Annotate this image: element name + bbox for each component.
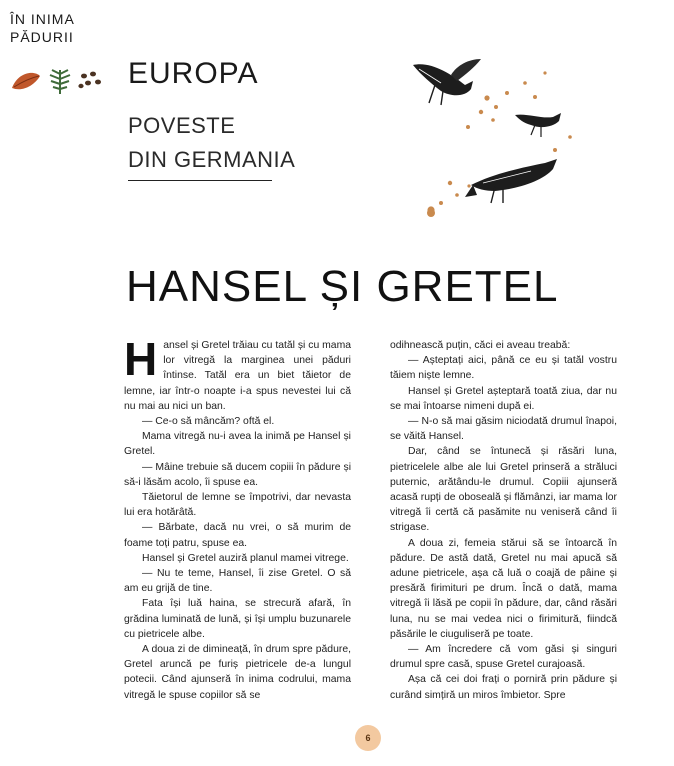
story-origin-line1: POVESTE (128, 113, 236, 138)
paragraph: — Am încredere că vom găsi și singuri drumul spre casă, spuse Gretel curajoasă. (390, 644, 617, 671)
section-icons (10, 66, 105, 101)
paragraph: Dar, când se întunecă și răsări luna, pietricelele albe ale lui Gretel prinseră a străluci puternic, arătându-le drumul. Copiii ajunseră acasă rupți de oboseală și flămânzi, iar mama lor vitregă îi certă că pasămite nu veniseră când îi strigase. (390, 446, 617, 534)
section-label-line2: PĂDURII (10, 29, 74, 45)
paragraph: — N-o să mai găsim niciodată drumul înapoi, se văită Hansel. (390, 416, 617, 443)
continent-heading: EUROPA (128, 57, 259, 90)
paragraph: Hansel și Gretel trăiau cu tatăl și cu mama lor vitregă la marginea unei păduri întinse. Tatăl era un biet tăietor de lemne, iar într-o noapte i-a spus nevestei lui că nu mai au nici un ban. (124, 333, 351, 412)
paragraph: A doua zi, femeia stărui să se întoarcă în pădure. De astă dată, Gretel nu mai apucă să adune pietricele, așa că luă o coajă de pâine și presără firimituri pe drum. Încă o dată, mama vitregă îi lăsă pe copii în pădure, dar, când răsări luna, nu se mai vedea nici o firimitură, fiindcă păsările le ciuguliseră pe toate. (390, 537, 617, 640)
paragraph: A doua zi de dimineață, în drum spre pădure, Gretel aruncă pe furiș pietricele de-a lungul potecii. Când ajunseră în inima codrului, mama vitregă le spuse copiilor să se (124, 644, 351, 701)
leaf-icon (12, 73, 40, 89)
story-origin-line2: DIN GERMANIA (128, 147, 296, 172)
paragraph: Tăietorul de lemne se împotrivi, dar nevasta lui era hotărâtă. (124, 492, 351, 519)
paragraph: — Bărbate, dacă nu vrei, o să murim de foame toți patru, spuse ea. (124, 522, 351, 549)
paragraph: Hansel și Gretel așteptară toată ziua, dar nu se mai întoarse nimeni după ei. (390, 385, 617, 412)
paragraph: — Nu te teme, Hansel, îi zise Gretel. O să am eu grijă de tine. (124, 568, 351, 595)
seeds-icon (78, 72, 101, 89)
bird-icon (515, 113, 561, 137)
text-column-right (390, 338, 617, 703)
page-number: 6 (355, 725, 381, 751)
paragraph: — Mâine trebuie să ducem copiii în pădure și să-i lăsăm acolo, îi spuse ea. (124, 461, 351, 488)
drop-cap: H (124, 333, 158, 385)
paragraph: Fata își luă haina, se strecură afară, în grădina luminată de lună, și își umplu buzunarele cu pietricele albe. (124, 598, 351, 640)
section-label-line1: ÎN INIMA (10, 11, 75, 27)
birds-illustration (395, 45, 610, 230)
heading-underline (128, 180, 272, 181)
story-title: HANSEL ȘI GRETEL (126, 262, 559, 311)
bird-icon (413, 59, 481, 105)
paragraph: — Așteptați aici, până ce eu și tatăl vostru tăiem niște lemne. (390, 355, 617, 382)
text-column-left (124, 333, 351, 703)
bird-icon (465, 159, 557, 203)
paragraph: — Ce-o să mâncăm? oftă el. (142, 416, 275, 428)
paragraph: odihnească puțin, căci ei aveau treabă: (390, 340, 571, 351)
paragraph: Așa că cei doi frați o porniră prin pădure și curând simțiră un miros îmbietor. Spre (390, 674, 617, 701)
section-label (10, 10, 75, 46)
paragraph: Hansel și Gretel auziră planul mamei vitrege. (142, 552, 349, 564)
fern-icon (50, 70, 70, 94)
paragraph: Mama vitregă nu-i avea la inimă pe Hansel și Gretel. (124, 431, 351, 458)
